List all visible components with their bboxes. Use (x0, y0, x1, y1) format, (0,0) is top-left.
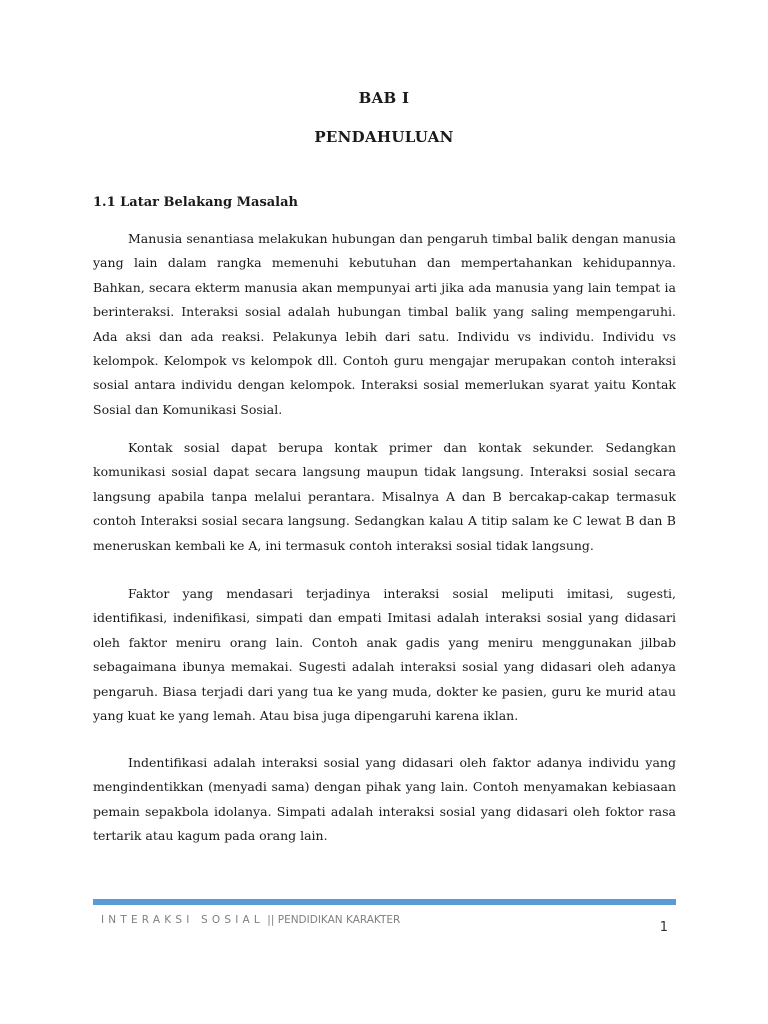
footer-course: PENDIDIKAN KARAKTER (277, 914, 401, 926)
footer-subject: INTERAKSI SOSIAL (101, 914, 264, 926)
paragraph: Manusia senantiasa melakukan hubungan dan pengaruh timbal balik dengan manusia yang lain dalam rangka memenuhi kebutuhan dan mempertahankan kehidupannya. Bahkan, secara ekterm manusia akan mempunyai arti jika ada manusia yang lain tempat ia berinteraksi. Interaksi sosial adalah hubungan timbal balik yang saling mempengaruhi. Ada aksi dan ada reaksi. Pelakunya lebih dari satu. Individu vs individu. Individu vs kelompok. Kelompok vs kelompok dll. Contoh guru mengajar merupakan contoh interaksi sosial antara individu dengan kelompok. Interaksi sosial memerlukan syarat yaitu Kontak Sosial dan Komunikasi Sosial. (93, 231, 676, 417)
page-number: 1 (659, 920, 668, 935)
paragraph: Indentifikasi adalah interaksi sosial yang didasari oleh faktor adanya individu yang mengindentikkan (menyadi sama) dengan pihak yang lain. Contoh menyamakan kebiasaan pemain sepakbola idolanya. Simpati adalah interaksi sosial yang didasari oleh foktor rasa tertarik atau kagum pada orang lain. (93, 755, 676, 844)
paragraph: Kontak sosial dapat berupa kontak primer dan kontak sekunder. Sedangkan komunikasi sosial dapat secara langsung maupun tidak langsung. Interaksi sosial secara langsung apabila tanpa melalui perantara. Misalnya A dan B bercakap-cakap termasuk contoh Interaksi sosial secara langsung. Sedangkan kalau A titip salam ke C lewat B dan B meneruskan kembali ke A, ini termasuk contoh interaksi sosial tidak langsung. (93, 440, 676, 553)
chapter-title: PENDAHULUAN (314, 128, 454, 146)
section-heading: 1.1 Latar Belakang Masalah (93, 195, 298, 210)
paragraph: Faktor yang mendasari terjadinya interaksi sosial meliputi imitasi, sugesti, identifikasi, indenifikasi, simpati dan empati Imitasi adalah interaksi sosial yang didasari oleh faktor meniru orang lain. Contoh anak gadis yang meniru menggunakan jilbab sebagaimana ibunya memakai. Sugesti adalah interaksi sosial yang didasari oleh adanya pengaruh. Biasa terjadi dari yang tua ke yang muda, dokter ke pasien, guru ke murid atau yang kuat ke yang lemah. Atau bisa juga dipengaruhi karena iklan. (93, 586, 676, 724)
footer-separator: || (263, 914, 278, 926)
footer-running-title (101, 913, 401, 927)
footer-rule (93, 899, 676, 905)
chapter-number: BAB I (358, 89, 410, 107)
